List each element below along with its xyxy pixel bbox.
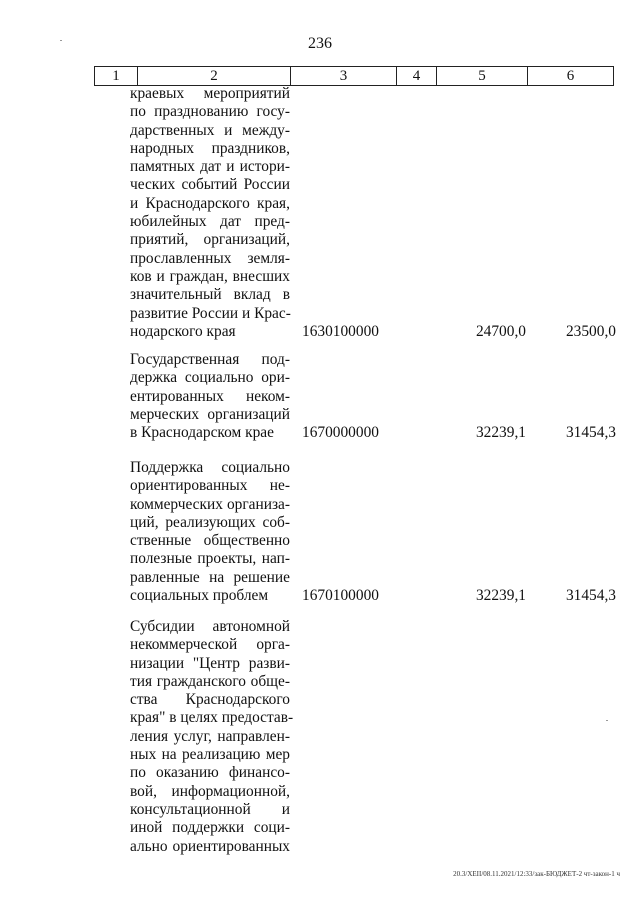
description-line: вой, информационной,: [130, 782, 290, 800]
description-line: ления услуг, направлен-: [130, 727, 290, 745]
description-line: нодарского края: [130, 322, 236, 340]
description-line: юбилейных дат пред-: [130, 213, 290, 231]
description-line: краевых мероприятий: [130, 85, 290, 102]
description-line: ных на реализацию мер: [130, 746, 290, 764]
description-line: и Краснодарского края,: [130, 194, 290, 212]
row-value-col5: 32239,1: [475, 587, 526, 604]
description-line: консультационной и: [130, 800, 290, 818]
description-line: ческих событий России: [130, 176, 290, 194]
scan-speck: [60, 40, 62, 41]
description-line: держка социально ори-: [130, 369, 290, 387]
description-line: иной поддержки соци-: [130, 819, 290, 837]
description-line: полезные проекты, нап-: [130, 550, 290, 568]
document-footer: 20.3/XEII/08.11.2021/12:33/зак-БЮДЖЕТ-2 чт-закон-1 ч: [453, 870, 620, 878]
description-line: ственные общественно: [130, 532, 290, 550]
description-line: Государственная под-: [130, 351, 290, 368]
description-line: ций, реализующих соб-: [130, 513, 290, 531]
description-line: ориентированных не-: [130, 477, 290, 495]
description-line: ков и граждан, внесших: [130, 267, 290, 285]
description-line: ства Краснодарского: [130, 691, 290, 709]
row-value-col6: 23500,0: [565, 323, 616, 340]
row-code: 1630100000: [302, 323, 379, 340]
header-col-1: 1: [94, 67, 137, 85]
description-line: прославленных земля-: [130, 249, 290, 267]
description-line: Субсидии автономной: [130, 618, 290, 635]
scan-speck: [606, 720, 608, 721]
description-line: народных праздников,: [130, 139, 290, 157]
row-description: [130, 459, 290, 605]
table-header-row: [94, 66, 614, 86]
description-line: Поддержка социально: [130, 459, 290, 476]
description-line: тия гражданского обще-: [130, 672, 290, 690]
row-value-col5: 32239,1: [475, 424, 526, 441]
row-description: [130, 85, 290, 341]
row-value-col6: 31454,3: [565, 587, 616, 604]
header-col-3: 3: [290, 67, 396, 85]
page-number: 236: [308, 35, 332, 52]
header-col-2: 2: [137, 67, 290, 85]
row-code: 1670000000: [302, 424, 379, 441]
description-line: дарственных и между-: [130, 121, 290, 139]
description-line: значительный вклад в: [130, 286, 290, 304]
header-col-5: 5: [436, 67, 527, 85]
description-line: низации "Центр разви-: [130, 654, 290, 672]
description-line: в Краснодарском крае: [130, 424, 274, 442]
description-line: некоммерческой орга-: [130, 636, 290, 654]
description-line: развитие России и Крас-: [130, 304, 291, 322]
description-line: по празднованию госу-: [130, 103, 290, 121]
row-description: [130, 618, 294, 856]
description-line: памятных дат и истори-: [130, 158, 290, 176]
description-line: приятий, организаций,: [130, 231, 290, 249]
row-description: [130, 351, 290, 442]
description-line: социальных проблем: [130, 587, 269, 605]
description-line: ентированных неком-: [130, 387, 290, 405]
description-line: ально ориентированных: [130, 837, 290, 855]
header-col-6: 6: [527, 67, 614, 85]
description-line: по оказанию финансо-: [130, 764, 290, 782]
row-code: 1670100000: [302, 587, 379, 604]
header-col-4: 4: [396, 67, 436, 85]
description-line: края" в целях предостав-: [130, 709, 294, 727]
row-value-col5: 24700,0: [475, 323, 526, 340]
description-line: равленные на решение: [130, 568, 290, 586]
description-line: мерческих организаций: [130, 405, 290, 423]
row-value-col6: 31454,3: [565, 424, 616, 441]
description-line: коммерческих организа-: [130, 495, 290, 513]
